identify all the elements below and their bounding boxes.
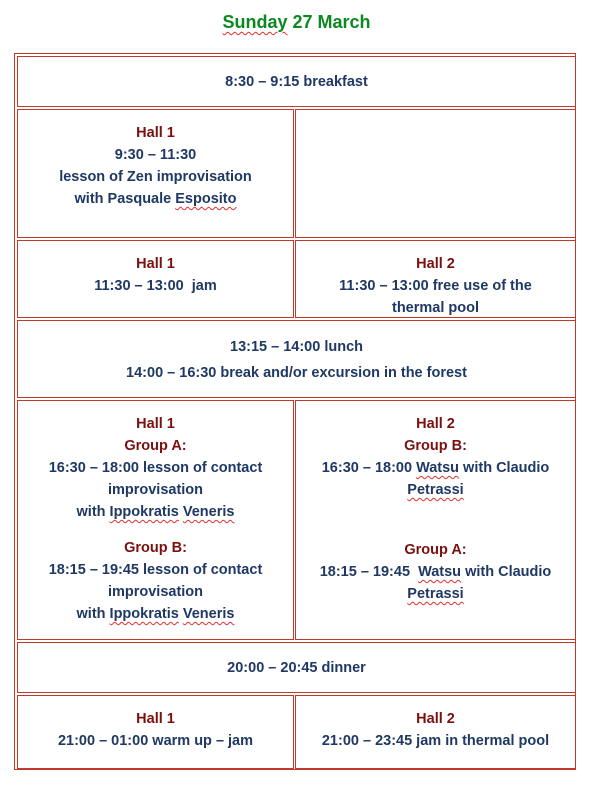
- contact-hall1-cell: [17, 400, 294, 640]
- watsu-a-time: 18:15 – 19:45: [319, 564, 419, 580]
- contact-b-teacher-last: Veneris: [182, 606, 235, 622]
- watsu-hall-label: Hall 2: [416, 416, 455, 432]
- zen-teacher-first: Pasquale: [107, 191, 172, 207]
- watsu-b-teacher-last: Petrassi: [407, 482, 464, 498]
- lunch-line2: 14:00 – 16:30 break and/or excursion in the forest: [126, 365, 467, 381]
- page-title: [0, 10, 593, 34]
- contact-hall-label: Hall 1: [136, 416, 175, 432]
- lunch-line1: 13:15 – 14:00 lunch: [230, 339, 363, 355]
- watsu-a-teacher-last: Petrassi: [407, 586, 464, 602]
- watsu-b-with: with Claudio: [459, 460, 550, 476]
- watsu-a-with: with Claudio: [461, 564, 552, 580]
- zen-teacher-last: Esposito: [175, 191, 237, 207]
- dinner-text: 20:00 – 20:45 dinner: [227, 660, 366, 676]
- watsu-a-teacher: [296, 583, 575, 605]
- jam-hall1-cell: [17, 240, 294, 318]
- watsu-a-watsu: Watsu: [418, 564, 462, 580]
- pool-line2: thermal pool: [391, 300, 479, 316]
- contact-b-line2: improvisation: [107, 584, 204, 600]
- title-day: Sunday: [222, 12, 288, 32]
- contact-b-line1: 18:15 – 19:45 lesson of contact: [48, 562, 263, 578]
- contact-a-line1: 16:30 – 18:00 lesson of contact: [48, 460, 263, 476]
- pool-hall2-cell: [295, 240, 576, 318]
- contact-group-a: Group A:: [124, 438, 187, 454]
- watsu-b-time: 16:30 – 18:00: [321, 460, 417, 476]
- zen-lesson: lesson of Zen improvisation: [59, 169, 252, 185]
- zen-lesson-cell: [17, 109, 294, 238]
- dinner-cell: [17, 642, 576, 693]
- warmup-hall-label: Hall 1: [136, 711, 175, 727]
- contact-group-b: Group B:: [124, 540, 187, 556]
- zen-hall-label: Hall 1: [136, 125, 175, 141]
- zen-with: with: [74, 191, 108, 207]
- watsu-a-line1: [296, 561, 575, 583]
- breakfast-text: 8:30 – 9:15 breakfast: [225, 74, 368, 90]
- jam-hall-label: Hall 1: [136, 256, 175, 272]
- title-date: 27 March: [292, 12, 371, 32]
- jam-text: 11:30 – 13:00 jam: [94, 278, 217, 294]
- warmup-hall1-cell: [17, 695, 294, 769]
- watsu-group-b: Group B:: [404, 438, 467, 454]
- watsu-group-a: Group A:: [404, 542, 467, 558]
- zen-teacher: [18, 188, 293, 210]
- zen-time: 9:30 – 11:30: [114, 147, 197, 163]
- breakfast-cell: [17, 56, 576, 107]
- contact-a-teacher: [18, 501, 293, 523]
- contact-a-teacher-first: Ippokratis: [109, 504, 179, 520]
- pooljam-hall2-cell: [295, 695, 576, 769]
- pooljam-text: 21:00 – 23:45 jam in thermal pool: [321, 733, 550, 749]
- watsu-b-teacher: [296, 479, 575, 501]
- contact-a-line2: improvisation: [107, 482, 204, 498]
- contact-a-with: with: [76, 504, 110, 520]
- contact-b-teacher: [18, 603, 293, 625]
- contact-a-teacher-last: Veneris: [182, 504, 235, 520]
- contact-b-with: with: [76, 606, 110, 622]
- empty-cell: [295, 109, 576, 238]
- pool-line1: 11:30 – 13:00 free use of the: [339, 278, 532, 294]
- pool-hall-label: Hall 2: [416, 256, 455, 272]
- contact-b-teacher-first: Ippokratis: [109, 606, 179, 622]
- watsu-b-line1: [296, 457, 575, 479]
- warmup-text: 21:00 – 01:00 warm up – jam: [57, 733, 254, 749]
- watsu-b-watsu: Watsu: [416, 460, 460, 476]
- pooljam-hall-label: Hall 2: [416, 711, 455, 727]
- watsu-hall2-cell: [295, 400, 576, 640]
- lunch-cell: [17, 320, 576, 398]
